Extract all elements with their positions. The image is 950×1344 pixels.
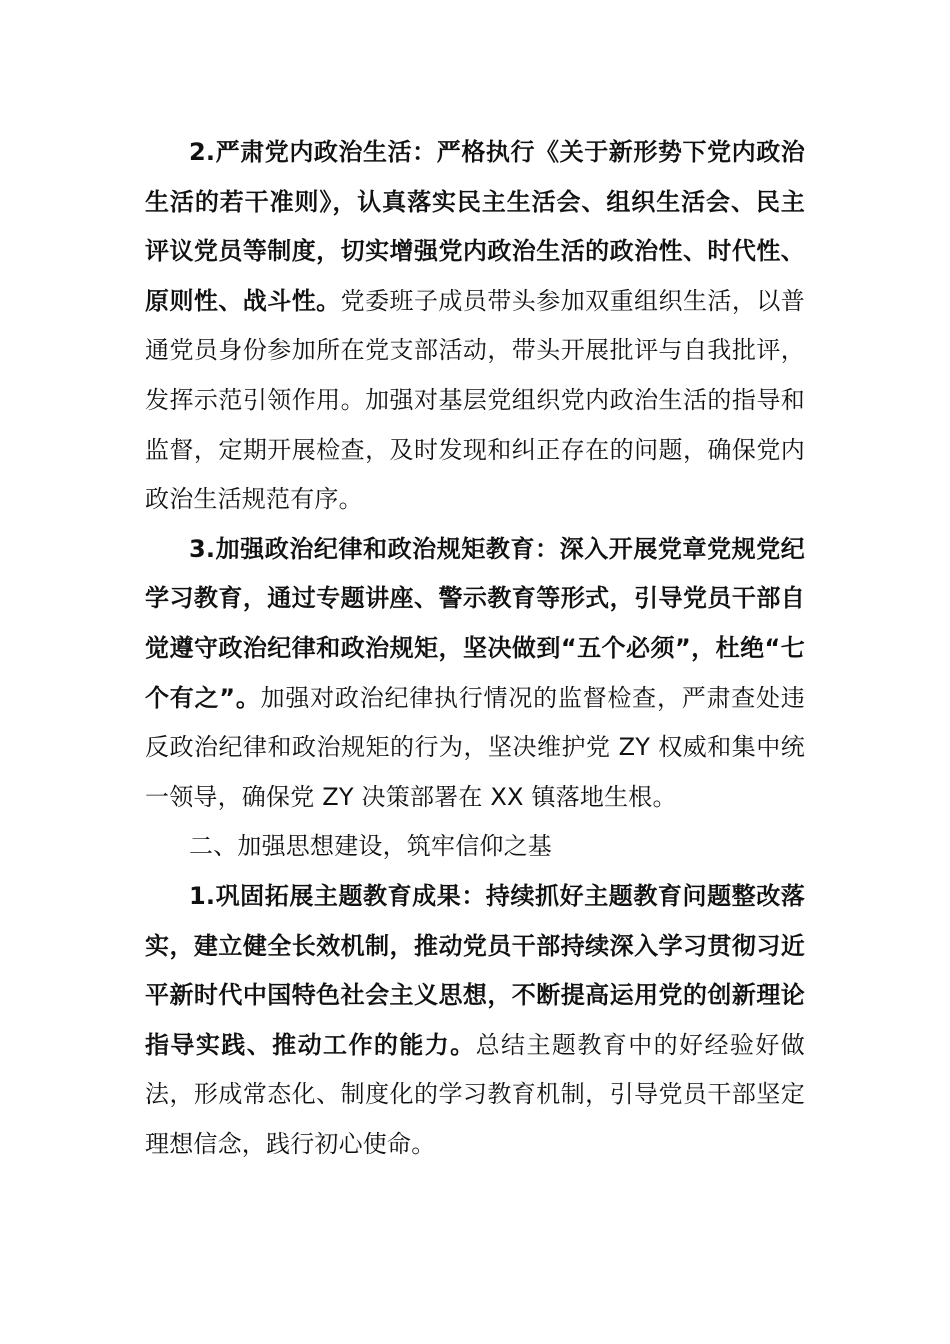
document-page	[145, 128, 805, 1169]
paragraph-theme-education	[145, 872, 805, 1170]
paragraph-lead: 1.巩固拓展主题教育成果：持续抓好主题教育问题整改落实，建立健全长效机制，推动党员干部持续深入学习贯彻习近平新时代中国特色社会主义思想，不断提高运用党的创新理论指导实践、推动工作的能力。	[145, 881, 805, 1059]
paragraph-lead: 2.严肃党内政治生活：严格执行《关于新形势下党内政治生活的若干准则》，认真落实民主生活会、组织生活会、民主评议党员等制度，切实增强党内政治生活的政治性、时代性、原则性、战斗性。	[145, 138, 805, 315]
section-heading: 二、加强思想建设，筑牢信仰之基	[189, 832, 552, 861]
paragraph-party-political-life	[145, 128, 805, 525]
paragraph-body: 党委班子成员带头参加双重组织生活，以普通党员身份参加所在党支部活动，带头开展批评与自我批评，发挥示范引领作用。加强对基层党组织党内政治生活的指导和监督，定期开展检查，及时发现和纠正存在的问题，确保党内政治生活规范有序。	[145, 286, 805, 514]
paragraph-body: 加强对政治纪律执行情况的监督检查，严肃查处违反政治纪律和政治规矩的行为，坚决维护党 ZY 权威和集中统一领导，确保党 ZY 决策部署在 XX 镇落地生根。	[145, 683, 805, 811]
paragraph-lead: 3.加强政治纪律和政治规矩教育：深入开展党章党规党纪学习教育，通过专题讲座、警示教育等形式，引导党员干部自觉遵守政治纪律和政治规矩，坚决做到“五个必须”，杜绝“七个有之”。	[145, 534, 805, 712]
paragraph-body: 总结主题教育中的好经验好做法，形成常态化、制度化的学习教育机制，引导党员干部坚定理想信念，践行初心使命。	[145, 1030, 805, 1158]
paragraph-political-discipline	[145, 525, 805, 823]
